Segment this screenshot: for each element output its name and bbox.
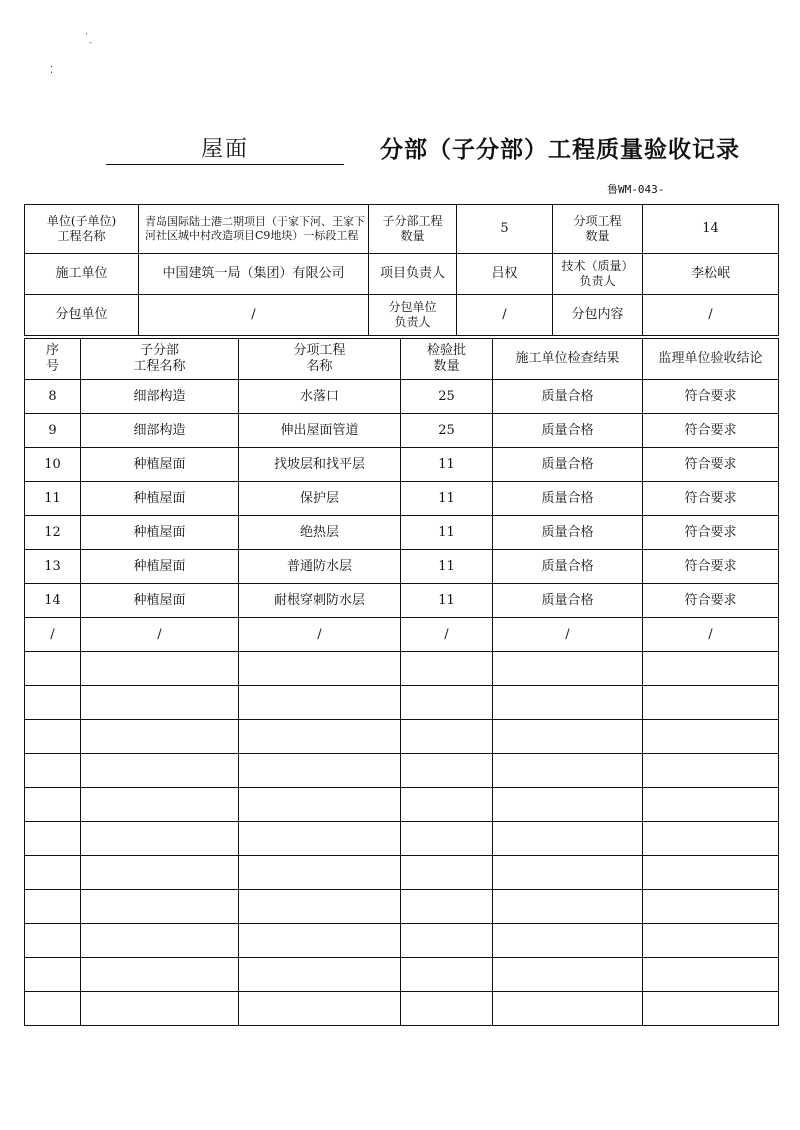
empty-cell [239,992,401,1026]
empty-cell [493,686,643,720]
sub-manager-label: 分包单位 负责人 [369,295,457,336]
empty-cell [643,958,779,992]
sub-count-label: 子分部工程 数量 [369,205,457,254]
empty-cell [25,754,81,788]
cell-conclusion: 符合要求 [643,516,779,550]
table-row [25,584,779,618]
empty-cell [643,924,779,958]
cell-subdivision: 种植屋面 [81,584,239,618]
col-subdivision-header: 子分部 工程名称 [81,339,239,380]
acceptance-detail-table [24,338,779,1026]
cell-item: 普通防水层 [239,550,401,584]
empty-cell [25,652,81,686]
empty-cell [81,890,239,924]
empty-row [25,890,779,924]
cell-item: 保护层 [239,482,401,516]
sub-manager-value: / [457,295,553,336]
empty-cell [239,686,401,720]
empty-cell [81,958,239,992]
empty-row [25,720,779,754]
empty-cell [25,992,81,1026]
unit-name-label: 单位(子单位) 工程名称 [25,205,139,254]
empty-cell [493,958,643,992]
empty-cell [401,924,493,958]
tech-lead-label: 技术（质量） 负责人 [553,254,643,295]
cell-check: 质量合格 [493,516,643,550]
cell-check: 质量合格 [493,380,643,414]
empty-cell [81,754,239,788]
table-row [25,380,779,414]
empty-cell [239,890,401,924]
subcontractor-value: / [139,295,369,336]
cell-conclusion: / [643,618,779,652]
form-code: 鲁WM-043- [607,183,665,196]
empty-cell [401,754,493,788]
empty-cell [643,822,779,856]
empty-cell [25,890,81,924]
empty-cell [401,686,493,720]
empty-cell [239,924,401,958]
unit-name-value: 青岛国际陆士港二期项目（于家下河、王家下河社区城中村改造项目C9地块）一标段工程 [139,205,369,254]
empty-cell [493,652,643,686]
empty-cell [401,890,493,924]
empty-row [25,992,779,1026]
empty-cell [643,788,779,822]
cell-batch: / [401,618,493,652]
col-conclusion-header: 监理单位验收结论 [643,339,779,380]
col-item-header: 分项工程 名称 [239,339,401,380]
empty-cell [401,720,493,754]
empty-cell [239,856,401,890]
empty-cell [401,958,493,992]
sub-content-label: 分包内容 [553,295,643,336]
cell-conclusion: 符合要求 [643,448,779,482]
cell-check: 质量合格 [493,550,643,584]
title-row [0,136,800,176]
empty-cell [493,720,643,754]
tech-lead-value: 李松岷 [643,254,779,295]
empty-cell [643,686,779,720]
cell-batch: 25 [401,414,493,448]
empty-cell [81,686,239,720]
empty-cell [25,958,81,992]
info-row-contractor [25,254,779,295]
empty-cell [25,822,81,856]
cell-batch: 11 [401,584,493,618]
empty-cell [81,788,239,822]
cell-seq: / [25,618,81,652]
col-check-header: 施工单位检查结果 [493,339,643,380]
cell-seq: 10 [25,448,81,482]
cell-seq: 14 [25,584,81,618]
cell-item: 找坡层和找平层 [239,448,401,482]
project-info-table [24,204,779,336]
empty-cell [25,686,81,720]
empty-cell [401,788,493,822]
empty-cell [25,856,81,890]
empty-cell [493,754,643,788]
subcontractor-label: 分包单位 [25,295,139,336]
empty-row [25,856,779,890]
empty-cell [643,754,779,788]
cell-check: 质量合格 [493,482,643,516]
contractor-label: 施工单位 [25,254,139,295]
cell-item: 耐根穿刺防水层 [239,584,401,618]
empty-cell [81,652,239,686]
empty-cell [401,856,493,890]
cell-batch: 11 [401,516,493,550]
empty-cell [81,992,239,1026]
empty-row [25,822,779,856]
project-manager-label: 项目负责人 [369,254,457,295]
col-seq-header: 序 号 [25,339,81,380]
cell-item: 伸出屋面管道 [239,414,401,448]
cell-check: / [493,618,643,652]
empty-row [25,788,779,822]
empty-cell [401,652,493,686]
empty-cell [81,822,239,856]
cell-item: / [239,618,401,652]
table-row [25,550,779,584]
empty-cell [493,822,643,856]
empty-cell [239,754,401,788]
cell-check: 质量合格 [493,448,643,482]
empty-cell [239,652,401,686]
empty-cell [239,822,401,856]
empty-cell [643,652,779,686]
empty-cell [25,924,81,958]
empty-row [25,686,779,720]
scan-speck: ⁚ [50,65,54,76]
empty-cell [25,720,81,754]
empty-row [25,754,779,788]
scan-speck: ˙ˎ [84,33,93,44]
cell-seq: 11 [25,482,81,516]
empty-cell [493,856,643,890]
empty-row [25,924,779,958]
empty-cell [81,924,239,958]
cell-subdivision: 种植屋面 [81,516,239,550]
cell-check: 质量合格 [493,414,643,448]
cell-subdivision: 种植屋面 [81,482,239,516]
cell-batch: 25 [401,380,493,414]
cell-conclusion: 符合要求 [643,380,779,414]
empty-row [25,652,779,686]
item-count-value: 14 [643,205,779,254]
table-row [25,618,779,652]
cell-seq: 9 [25,414,81,448]
empty-cell [493,992,643,1026]
sub-count-value: 5 [457,205,553,254]
info-row-subcontractor [25,295,779,336]
table-row [25,414,779,448]
contractor-value: 中国建筑一局（集团）有限公司 [139,254,369,295]
empty-cell [493,890,643,924]
sub-content-value: / [643,295,779,336]
cell-item: 水落口 [239,380,401,414]
item-count-label: 分项工程 数量 [553,205,643,254]
empty-cell [81,856,239,890]
cell-batch: 11 [401,448,493,482]
empty-cell [239,720,401,754]
empty-cell [239,788,401,822]
cell-conclusion: 符合要求 [643,584,779,618]
cell-conclusion: 符合要求 [643,482,779,516]
cell-seq: 8 [25,380,81,414]
cell-item: 绝热层 [239,516,401,550]
cell-batch: 11 [401,550,493,584]
empty-cell [81,720,239,754]
table-row [25,516,779,550]
cell-subdivision: 细部构造 [81,380,239,414]
cell-check: 质量合格 [493,584,643,618]
empty-cell [25,788,81,822]
empty-cell [239,958,401,992]
empty-cell [493,924,643,958]
section-name: 屋面 [106,136,344,165]
empty-cell [643,856,779,890]
empty-cell [493,788,643,822]
cell-seq: 12 [25,516,81,550]
cell-batch: 11 [401,482,493,516]
cell-conclusion: 符合要求 [643,550,779,584]
empty-cell [401,992,493,1026]
project-manager-value: 吕权 [457,254,553,295]
page-title: 分部（子分部）工程质量验收记录 [380,137,740,163]
empty-cell [643,992,779,1026]
info-row-unit [25,205,779,254]
empty-cell [643,890,779,924]
cell-subdivision: 种植屋面 [81,550,239,584]
empty-row [25,958,779,992]
empty-cell [643,720,779,754]
table-row [25,448,779,482]
cell-conclusion: 符合要求 [643,414,779,448]
table-row [25,482,779,516]
cell-seq: 13 [25,550,81,584]
col-batch-header: 检验批 数量 [401,339,493,380]
cell-subdivision: / [81,618,239,652]
cell-subdivision: 种植屋面 [81,448,239,482]
cell-subdivision: 细部构造 [81,414,239,448]
empty-cell [401,822,493,856]
table-header-row [25,339,779,380]
